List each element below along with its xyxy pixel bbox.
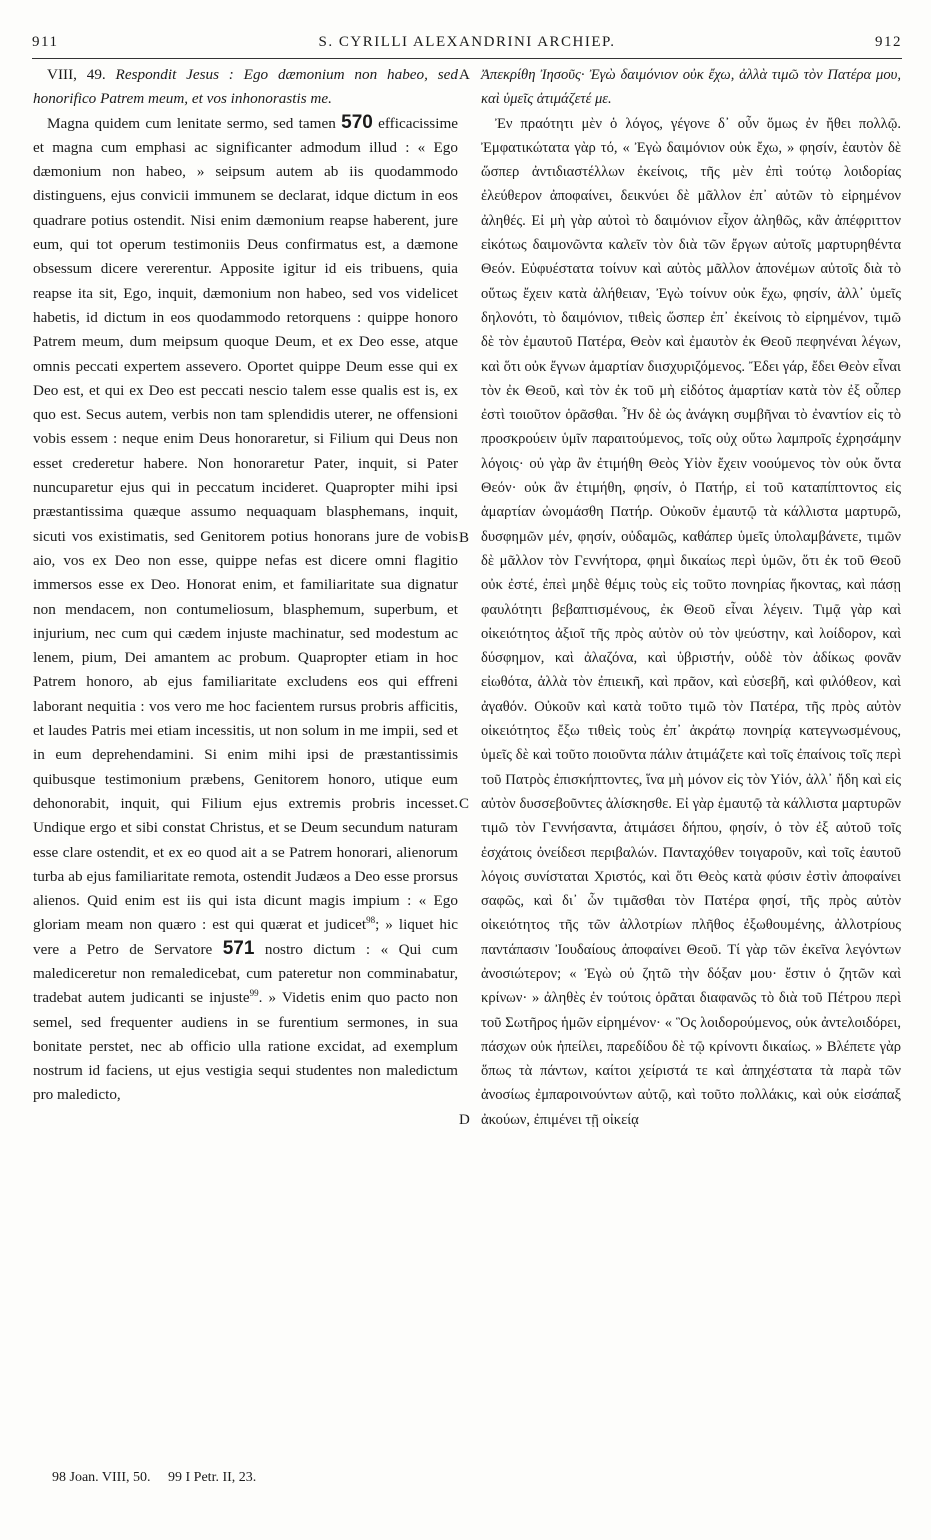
margin-letter-c: C [459, 796, 470, 812]
edition-page-571: 571 [222, 937, 255, 959]
footnote-mark-99: 99 [249, 988, 259, 999]
edition-page-570: 570 [341, 111, 373, 133]
margin-letter-a: A [459, 67, 470, 83]
latin-paragraph [33, 112, 458, 1108]
latin-text-part-4: nostro dictum : « Qui cum malediceretur non remaledicebat, cum pateretur non comminabatur, tradebat autem judicanti se injuste [33, 940, 458, 1007]
latin-text-part-5: . » Videtis enim quo pacto non semel, sed frequenter audiens in se furentium sermones, in sua bonitate perstet, nec ab officio ulla ratione excidat, ad exemplum nostrum id faciens, ut ejus vestigia sequi studentes non maledictum pro maledicto, [33, 989, 458, 1104]
latin-text-part-3: ; » liquet hic vere a Petro de Servatore [33, 916, 458, 958]
greek-paragraph: Ἐν πραότητι μὲν ὁ λόγος, γέγονε δ᾽ οὖν ὅμως ἐν ἤθει πολλῷ. Ἐμφατικώτατα γὰρ τό, « Ἐγὼ δαιμόνιον οὐκ ἔχω, » φησίν, ἑαυτὸν δὲ ὥσπερ ἀντιδιαστέλλων ἐκείνοις, τῆς μὲν ἐπὶ τούτῳ λοιδορίας ἐλεύθερον ἀποφαίνει, δεικνύει δὲ μᾶλλον ἐπ᾽ αὐτῶν τὸ εἰρημένον ἀληθές. Εἰ μὴ γὰρ αὐτοὶ τὸ δαιμόνιον εἶχον ἀληθῶς, κἂν ἀπέφριττον εἰκότως δαιμονῶντα καλεῖν τὸν διὰ τῶν ἔργων αὐτοῖς μαρτυρηθέντα Θεόν. Εὐφυέστατα τοίνυν καὶ αὐτὸς μᾶλλον ἀπονέμων αὐτοῖς διὰ τὸ οὕτως ἔχειν κατὰ ἀλήθειαν, Ἐγὼ τοίνυν οὐκ ἔχω, φησίν, ἀλλ᾽ ὑμεῖς δηλονότι, τὸ δαιμόνιον, τιθεὶς ὥσπερ ἐπ᾽ ἐκείνοις τὸ εἰρημένον, τιμῶ δὲ τὸν ἐμαυτοῦ Πατέρα, Θεὸν καὶ ἐμαυτὸν ἐκ Θεοῦ πεφηνέναι λέγων, καὶ ὅτι οὐκ ἔγνων ἁμαρτίαν διισχυριζόμενος. Ἔδει γάρ, ἔδει Θεὸν εἶναι τὸν ἐκ Θεοῦ, καὶ τὸν ἐκ τοῦ μὴ εἰδότος ἁμαρτίαν κατὰ τὸν ἐξ οὗπερ ἐστὶ τοιοῦτον ὁρᾶσθαι. Ἦν δὲ ὡς ἀνάγκη συμβῆναι τὸ ἐναντίον εἰς τὸ προσκρούειν ὑμῖν παραιτούμενος, τοῖς οὐχ οὕτω λαμπροῖς ἐχρησάμην λόγοις· οὐ γὰρ ἂν ἐτιμήθη Θεὸς Υἱὸν ἔχειν νοούμενος τὸν οὐκ ὄντα Θεόν· οὐκ ἂν ἐτιμήθη, φησίν, ὁ Πατήρ, εἰ τοῦ καταπίπτοντος εἰς ἁμαρτίαν ὠνομάσθη Πατήρ. Οὐκοῦν ἐμαυτῷ τὰ κάλλιστα μαρτυρῶ, δυσφημῶν μέν, φησίν, οὐδαμῶς, καθάπερ ὑμεῖς ὑπολαμβάνετε, τιμῶν δὲ μᾶλλον τὸν Γεννήτορα, φημὶ δικαίως περὶ ὑμῶν, ὅτι ἐκ τοῦ Θεοῦ οὐκ ἐστέ, ἐπεὶ μηδὲ θέμις τοὺς εἰς τοῦτο πονηρίας ἥκοντας, καὶ πάσῃ φαυλότητι βεβαπτισμένους, ἐκ Θεοῦ εἶναι λέγειν. Τιμᾷ γὰρ καὶ οἰκειότητος ἀξιοῖ τῆς πρὸς αὐτὸν οὐ τὸν ψεύστην, καὶ λοίδορον, καὶ δύσφημον, καὶ ἀλαζόνα, καὶ ὑβριστήν, οὐδὲ τὸν ἀδίκως φονᾶν εἰωθότα, ἀλλὰ τὸν ἐπιεικῆ, καὶ πρᾶον, καὶ εὐσεβῆ, καὶ φιλόθεον, καὶ ἀγαθόν. Οὐκοῦν καὶ κατὰ τοῦτο τιμῶ τὸν Πατέρα, τῆς πρὸς αὐτὸν οἰκειότητος ἔξω τιθεὶς τοὺς ἐπ᾽ ἀκράτῳ πονηρίᾳ κατεγνωσμένους, ὑμεῖς δὲ καὶ τοῦτο ποιοῦντα πάλιν ἀτιμάζετε καὶ τοῖς ἐπαίνοις τοῖς περὶ τοῦ Πατρὸς ἐπισκήπτοντες, ἵνα μὴ μόνον εἰς τὸν Υἱόν, ἀλλ᾽ ἤδη καὶ εἰς αὐτὸν δυσσεβοῦντες ἁλίσκησθε. Εἰ γὰρ ἐμαυτῷ τὰ κάλλιστα μαρτυρῶν τιμῶ τὸν Γεννήσαντα, ἀτιμάσει δήπου, φησίν, ὁ τὸν ἐξ αὐτοῦ τοῖς ἐσχάτοις ὀνείδεσι περιβαλών. Πανταχόθεν τοιγαροῦν, καὶ τοῖς ἑαυτοῦ λόγοις συνίσταται Χριστός, καὶ ὅτι Θεὸς κατὰ φύσιν ἐστὶν ἀποφαίνει σαφῶς, καὶ δι᾽ ὧν τιμᾶσθαι τὸν Πατέρα φησί, τῆς πρὸς αὐτὸν οἰκειότητος τῆς τῶν ἀλλοτρίων πλῆθος ἐξωθουμένης, ἀλλοτρίους παντάπασιν Ἰουδαίους ἀποφαίνει Θεοῦ. Τί γὰρ τῶν ἐκεῖνα λεγόντων ἀνοσιώτερον; « Ἐγὼ οὐ ζητῶ τὴν δόξαν μου· ἔστιν ὁ ζητῶν καὶ κρίνων· » ἀληθὲς ἐν τούτοις ὁρᾶται διαφανῶς τὸ διὰ τοῦ Πέτρου περὶ τοῦ Σωτῆρος ἡμῶν εἰρημένον· « Ὃς λοιδορούμενος, οὐκ ἀντελοιδόρει, πάσχων οὐκ ἠπείλει, παρεδίδου δὲ τῷ κρίνοντι δικαίως. » Βλέπετε γὰρ ὅπως τὰ πάντων, καίτοι χείριστά τε καὶ ἀπηχέστατα τὰ παρὰ τῶν ἀνοσίως ἐμπαροινούντων αὐτῷ, καὶ τοῦτο πολλάκις, καὶ οὐκ εἰσάπαξ ἀκούων, ἐπιμένει τῇ οἰκείᾳ [481, 115, 901, 1128]
greek-column [481, 63, 901, 1132]
latin-column [33, 63, 458, 1108]
page-number-left: 911 [32, 34, 59, 50]
footnotes [52, 1470, 452, 1486]
lemma-reference: VIII, 49. [47, 66, 106, 83]
lemma-text: Respondit Jesus : Ego dæmonium non habeo, sed honorifico Patrem meum, et vos inhonorastis me. [33, 66, 458, 108]
running-title: S. CYRILLI ALEXANDRINI ARCHIEP. [318, 34, 616, 50]
footnote-98: 98 Joan. VIII, 50. [52, 1470, 151, 1485]
footnote-mark-98: 98 [366, 915, 376, 926]
latin-text-part-2: efficacissime et magna cum emphasi ac significanter admodum illud : « Ego dæmonium non habeo, » seipsum autem ab iis quodammodo distinguens, ejus convicii immunem se declarat, idque dictum in eos quadrare potius ostendit. Nisi enim dæmonium reapse haberent, jure eum, qui tot operum testimoniis Deus confirmatus est, a dæmone obsessum dicere vererentur. Apposite igitur id eis tribuens, quia reapse ita sit, Ego, inquit, dæmonium non habeo, sed vos videlicet habetis, id dictum in eos quodammodo retorquens : quippe honoro Patrem meum, dum meipsum quoque Deum, et ex Deo esse, atque omnis peccati expertem assevero. Oportet quippe Deum esse qui ex Deo est, et qui ex Deo est peccati nescio talem esse qualis est is, ex quo est. Secus autem, verbis non tam splendidis uterer, ne offensioni vobis essem : neque enim Deus honoraretur, si Filium qui Deus non esset crederetur habere. Non honoraretur Pater, inquit, si Pater nuncuparetur ejus qui in peccatum incideret. Quapropter mihi ipsi præstantissima quæque assumo nequaquam blasphemans, inquit, sicuti vos existimatis, sed Genitorem potius honorans jure de vobis aio, vos ex Deo non esse, quippe nefas est dicere omni flagitio immersos esse ex Deo. Honorat enim, et familiaritate sua dignatur non mendacem, non contumeliosum, blasphemum, superbum, et injurium, nec cum qui cædem injuste machinatur, sed modestum ac lenem, pium, Dei amantem ac probum. Quapropter etiam in hoc Patrem honoro, ab ejus familiaritate excludens eos qui effreni laborant nequitia : vos vero me hoc facientem rursus probris afficitis, et laudes Patris mei etiam incessitis, ut non solum in me impii, sed et in eum deprehendamini. Si enim mihi ipsi de præstantissimis quibusque testimonium præbens, Genitorem honoro, utique eum dehonorabit, inquit, qui Filium ejus extremis probris incesset. Undique ergo et sibi constat Christus, et se Deum secundum naturam esse clare ostendit, et ex eo quod ait a se Patrem honorari, alienorum turba ab ejus familiaritate remota, ostendit Judæos a Deo esse prorsus alienos. Quid enim est iis qui ista dicunt magis impium : « Ego gloriam meam non quæro : est qui quærat et judicet [33, 114, 458, 934]
latin-lemma [33, 63, 458, 112]
footnote-99: 99 I Petr. II, 23. [168, 1470, 257, 1485]
latin-text-part-1: Magna quidem cum lenitate sermo, sed tamen [47, 114, 336, 132]
header-rule [32, 58, 902, 59]
page-number-right: 912 [875, 34, 902, 50]
margin-letter-d: D [459, 1112, 470, 1128]
margin-letter-b: B [459, 530, 470, 546]
running-header [32, 34, 902, 56]
greek-lemma: Ἀπεκρίθη Ἰησοῦς· Ἐγὼ δαιμόνιον οὐκ ἔχω, ἀλλὰ τιμῶ τὸν Πατέρα μου, καὶ ὑμεῖς ἀτιμάζετέ με. [481, 67, 901, 108]
